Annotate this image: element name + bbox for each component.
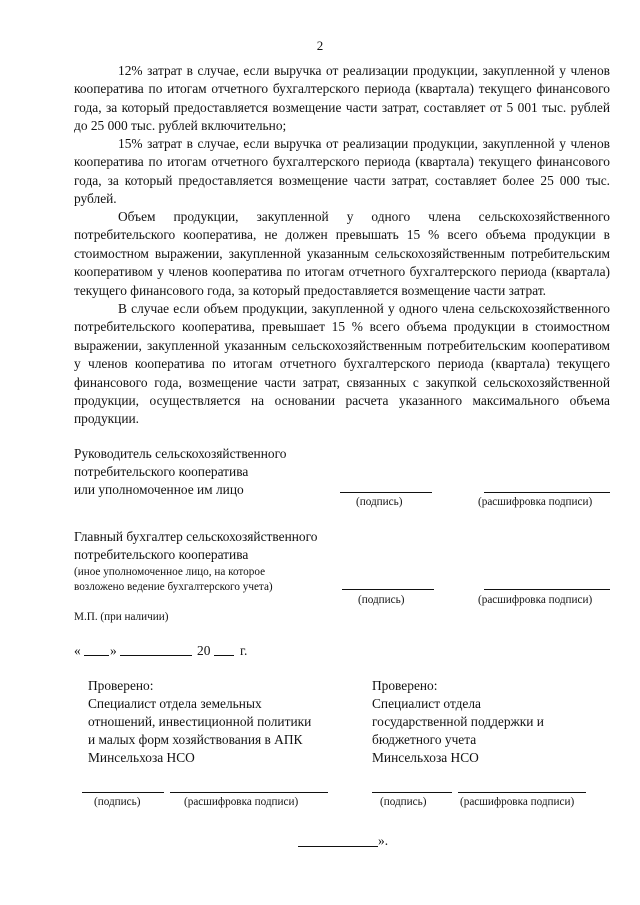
- checked-left-signature-caption: (подпись): [94, 796, 141, 808]
- date-day-field[interactable]: [84, 655, 109, 656]
- accountant-note-line-2: возложено ведение бухгалтерского учета): [74, 581, 273, 593]
- accountant-title-line-2: потребительского кооператива: [74, 547, 249, 562]
- head-title-line-2: потребительского кооператива: [74, 464, 249, 479]
- head-decode-caption: (расшифровка подписи): [478, 496, 593, 508]
- checked-right-line-1: Специалист отдела: [372, 696, 482, 711]
- accountant-title-line-1: Главный бухгалтер сельскохозяйственного: [74, 529, 318, 544]
- date-year-field[interactable]: [214, 655, 234, 656]
- head-decode-line[interactable]: [484, 492, 610, 493]
- accountant-decode-caption: (расшифровка подписи): [478, 594, 593, 606]
- checked-right-decode-caption: (расшифровка подписи): [460, 796, 575, 808]
- head-title-line-1: Руководитель сельскохозяйственного: [74, 446, 287, 461]
- accountant-decode-line[interactable]: [484, 589, 610, 590]
- checked-left-line-3: и малых форм хозяйствования в АПК: [88, 732, 303, 747]
- paragraph-excess-volume: В случае если объем продукции, закупленной у одного члена сельскохозяйственного потребительского кооператива, превышает 15 % всего объема продукции в стоимостном выражении, закупленной указанным сельскохозяйственным потребительским кооперативом у членов кооператива по итогам отчетного бухгалтерского периода (квартала) текущего финансового года, возмещение части затрат, связанных с закупкой сельскохозяйственной продукции, осуществляется на основании расчета указанного максимального объема продукции.: [74, 301, 610, 427]
- accountant-note-line-1: (иное уполномоченное лицо, на которое: [74, 566, 266, 578]
- date-suffix: г.: [240, 643, 248, 658]
- accountant-signature-line[interactable]: [342, 589, 434, 590]
- paragraph-15-percent: 15% затрат в случае, если выручка от реализации продукции, закупленной у членов кооператива по итогам отчетного бухгалтерского периода (квартала) текущего финансового года, за который предоставляется возмещение части затрат, составляет более 25 000 тыс. рублей.: [74, 136, 610, 207]
- head-signature-line[interactable]: [340, 492, 432, 493]
- accountant-signature-caption: (подпись): [358, 594, 405, 606]
- date-month-field[interactable]: [120, 655, 192, 656]
- closing-mark: ».: [378, 833, 389, 848]
- paragraph-volume-limit: Объем продукции, закупленной у одного члена сельскохозяйственного потребительского кооператива, не должен превышать 15 % всего объема продукции в стоимостном выражении, закупленной указанным сельскохозяйственным потребительским кооперативом у членов кооператива по итогам отчетного бухгалтерского периода (квартала) текущего финансового года, за который предоставляется возмещение части затрат.: [74, 209, 610, 298]
- date-open-quote: «: [74, 643, 81, 658]
- checked-right-signature-line[interactable]: [372, 792, 452, 793]
- paragraph-12-percent: 12% затрат в случае, если выручка от реализации продукции, закупленной у членов кооператива по итогам отчетного бухгалтерского периода (квартала) текущего финансового года, за который предоставляется возмещение части затрат, составляет от 5 001 тыс. рублей до 25 000 тыс. рублей включительно;: [74, 63, 610, 134]
- checked-right-decode-line[interactable]: [458, 792, 586, 793]
- checked-right-signature-caption: (подпись): [380, 796, 427, 808]
- checked-left-decode-caption: (расшифровка подписи): [184, 796, 299, 808]
- checked-right-line-2: государственной поддержки и: [372, 714, 544, 729]
- checked-right-heading: Проверено:: [372, 678, 438, 693]
- checked-left-signature-line[interactable]: [82, 792, 164, 793]
- stamp-label: М.П. (при наличии): [74, 611, 169, 623]
- checked-left-line-1: Специалист отдела земельных: [88, 696, 262, 711]
- checked-left-line-2: отношений, инвестиционной политики: [88, 714, 312, 729]
- closing-blank-line[interactable]: [298, 846, 378, 847]
- checked-left-decode-line[interactable]: [170, 792, 328, 793]
- head-title-line-3: или уполномоченное им лицо: [74, 482, 244, 497]
- date-close-quote: »: [110, 643, 117, 658]
- page-number: 2: [316, 38, 324, 53]
- checked-right-line-3: бюджетного учета: [372, 732, 477, 747]
- checked-right-line-4: Минсельхоза НСО: [372, 750, 479, 765]
- checked-left-line-4: Минсельхоза НСО: [88, 750, 195, 765]
- date-year-prefix: 20: [197, 643, 211, 658]
- checked-left-heading: Проверено:: [88, 678, 154, 693]
- head-signature-caption: (подпись): [356, 496, 403, 508]
